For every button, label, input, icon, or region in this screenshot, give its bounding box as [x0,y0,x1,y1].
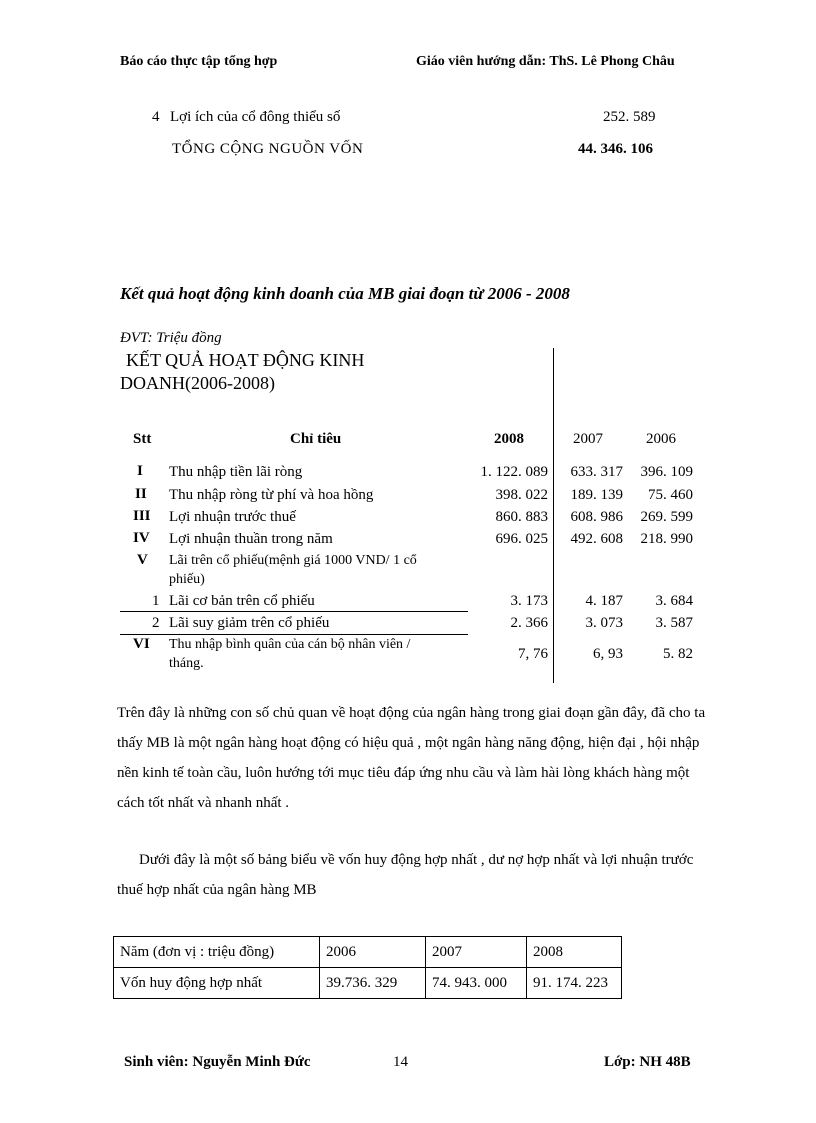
table-row-2007: 608. 986 [570,509,623,525]
total-value: 44. 346. 106 [578,141,653,157]
table-row-stt: 2 [152,615,160,631]
table-cell: 2008 [527,937,622,968]
table-row-item: Lãi cơ bản trên cổ phiếu [169,593,315,609]
table-row-2006: 269. 599 [640,509,693,525]
table-row-item-line1: Thu nhập bình quân của cán bộ nhân viên / [169,637,411,652]
results-title-line2: DOANH(2006-2008) [120,373,275,393]
table-row-stt: IV [133,530,150,546]
body-paragraph-1: Trên đây là những con số chủ quan về hoạt động của ngân hàng trong giai đoạn gần đây, đã cho ta thấy MB là một ngân hàng hoạt động có hiệu quả , một ngân hàng năng động, hiện đại , hội nhập nền kinh tế toàn cầu, luôn hướng tới mục tiêu đáp ứng nhu cầu và làm hài lòng khách hàng một cách tốt nhất và nhanh nhất . [117,705,706,811]
table-row-2006: 5. 82 [663,646,693,662]
table-row-2007: 4. 187 [585,593,623,609]
header-2006: 2006 [646,431,676,447]
table-row-stt: II [135,486,147,502]
table-row-2008: 3. 173 [510,593,548,609]
table-row-2007: 633. 317 [570,464,623,480]
table-cell: 74. 943. 000 [426,968,527,999]
table-row-item-line2: tháng. [169,656,204,671]
table-row-2007: 6, 93 [593,646,623,662]
table-row-item-line1: Lãi trên cổ phiếu(mệnh giá 1000 VND/ 1 cổ [169,553,417,568]
section-title: Kết quả hoạt động kinh doanh của MB giai đoạn từ 2006 - 2008 [120,284,570,303]
table-row-item: Thu nhập tiền lãi ròng [169,464,303,480]
table-row [114,968,622,999]
table-row-2008: 398. 022 [495,487,548,503]
table-row-2008: 860. 883 [495,509,548,525]
table-cell: 91. 174. 223 [527,968,622,999]
table-row-item: Lợi nhuận thuần trong năm [169,531,333,547]
table-row-2006: 3. 684 [655,593,693,609]
table-row-2008: 7, 76 [518,646,548,662]
results-title-line1: KẾT QUẢ HOẠT ĐỘNG KINH [126,350,365,370]
table-cell: 2007 [426,937,527,968]
table-row-item: Thu nhập ròng từ phí và hoa hồng [169,487,374,503]
table-rule [120,634,468,635]
table-row [114,937,622,968]
table-cell: Vốn huy động hợp nhất [114,968,320,999]
table-row-stt: 1 [152,593,160,609]
header-stt: Stt [133,431,152,447]
capital-table [113,936,622,999]
table-row-2008: 1. 122. 089 [480,464,548,480]
table-row-stt: I [137,463,143,479]
table-row-item: Lãi suy giảm trên cổ phiếu [169,615,330,631]
table-row-2006: 3. 587 [655,615,693,631]
table-row-2006: 396. 109 [640,464,693,480]
table-cell: 39.736. 329 [320,968,426,999]
table-row-stt: III [133,508,151,524]
table-rule [120,611,468,612]
total-label: TỔNG CỘNG NGUỒN VỐN [172,141,364,157]
table-cell: 2006 [320,937,426,968]
header-2008: 2008 [494,431,524,447]
header-left: Báo cáo thực tập tổng hợp [120,54,278,69]
carryover-row-label: Lợi ích của cổ đông thiểu số [170,109,341,125]
header-item: Chỉ tiêu [290,431,342,447]
body-paragraph-2: Dưới đây là một số bảng biểu về vốn huy động hợp nhất , dư nợ hợp nhất và lợi nhuận trước thuế hợp nhất của ngân hàng MB [117,852,694,898]
table-row-item-line2: phiếu) [169,572,205,587]
table-row-2007: 492. 608 [570,531,623,547]
carryover-row-no: 4 [152,109,160,125]
table-cell: Năm (đơn vị : triệu đồng) [114,937,320,968]
header-right: Giáo viên hướng dẫn: ThS. Lê Phong Châu [416,54,675,69]
table-vertical-divider [553,348,554,683]
footer-student: Sinh viên: Nguyễn Minh Đức [124,1054,311,1070]
table-row-2006: 75. 460 [648,487,693,503]
table-row-2008: 696. 025 [495,531,548,547]
table-row-2008: 2. 366 [510,615,548,631]
table-row-2007: 189. 139 [570,487,623,503]
table-row-item: Lợi nhuận trước thuế [169,509,296,525]
header-2007: 2007 [573,431,603,447]
footer-class: Lớp: NH 48B [604,1054,691,1070]
carryover-row-value: 252. 589 [603,109,656,125]
footer-page-number: 14 [393,1054,408,1070]
table-row-stt: VI [133,636,150,652]
table-row-stt: V [137,552,148,568]
table-row-2006: 218. 990 [640,531,693,547]
table-row-2007: 3. 073 [585,615,623,631]
unit-label: ĐVT: Triệu đồng [120,330,222,346]
